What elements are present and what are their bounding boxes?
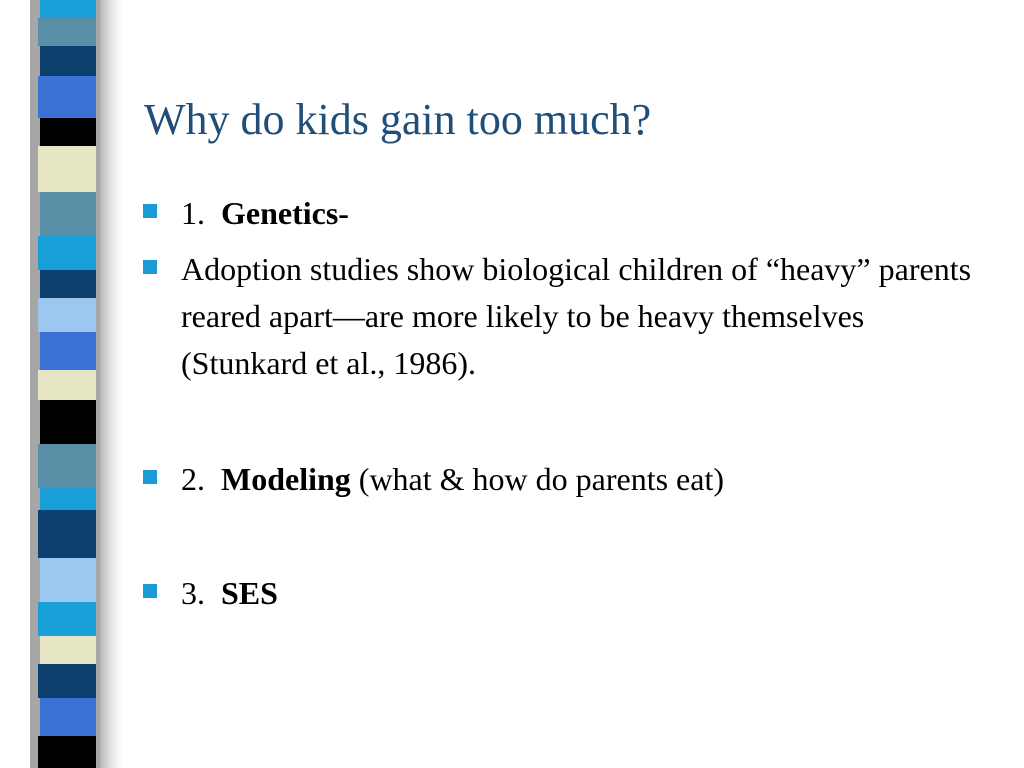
bullet-number: 2. — [181, 461, 205, 497]
slide-title: Why do kids gain too much? — [144, 95, 652, 144]
strip-block — [40, 270, 96, 298]
strip-block — [38, 602, 96, 636]
bullet-text: Adoption studies show biological children of “heavy” parents reared apart—are more likely to be heavy themselves (Stunkard et al., 1986). — [181, 251, 972, 381]
bullet-number: 1. — [181, 195, 205, 231]
strip-block — [38, 298, 96, 332]
strip-block — [38, 146, 96, 192]
strip-block — [38, 444, 96, 488]
strip-block — [40, 636, 96, 664]
strip-shadow — [100, 0, 122, 768]
decorative-strip — [30, 0, 100, 768]
strip-block — [38, 18, 96, 46]
strip-block — [40, 118, 96, 146]
square-bullet-icon — [143, 260, 157, 274]
strip-block — [38, 370, 96, 400]
bullet-number: 3. — [181, 575, 205, 611]
bullet-bold-term: Genetics- — [221, 195, 349, 231]
strip-block — [38, 664, 96, 698]
strip-block — [40, 46, 96, 76]
strip-blocks — [30, 0, 100, 768]
bullet-text — [181, 456, 981, 503]
strip-block — [40, 488, 96, 510]
strip-block — [40, 0, 96, 18]
strip-block — [40, 332, 96, 370]
strip-block — [38, 736, 96, 768]
bullet-rest: (what & how do parents eat) — [358, 461, 724, 497]
strip-block — [40, 192, 96, 236]
bullet-bold-term: Modeling — [221, 461, 351, 497]
strip-block — [40, 400, 96, 444]
strip-block — [38, 236, 96, 270]
bullet-text — [181, 190, 981, 237]
square-bullet-icon — [143, 584, 157, 598]
square-bullet-icon — [143, 204, 157, 218]
strip-block — [40, 558, 96, 602]
square-bullet-icon — [143, 470, 157, 484]
strip-block — [40, 698, 96, 736]
bullet-bold-term: SES — [221, 575, 278, 611]
bullet-text — [181, 570, 981, 617]
strip-block — [38, 76, 96, 118]
strip-block — [38, 510, 96, 558]
